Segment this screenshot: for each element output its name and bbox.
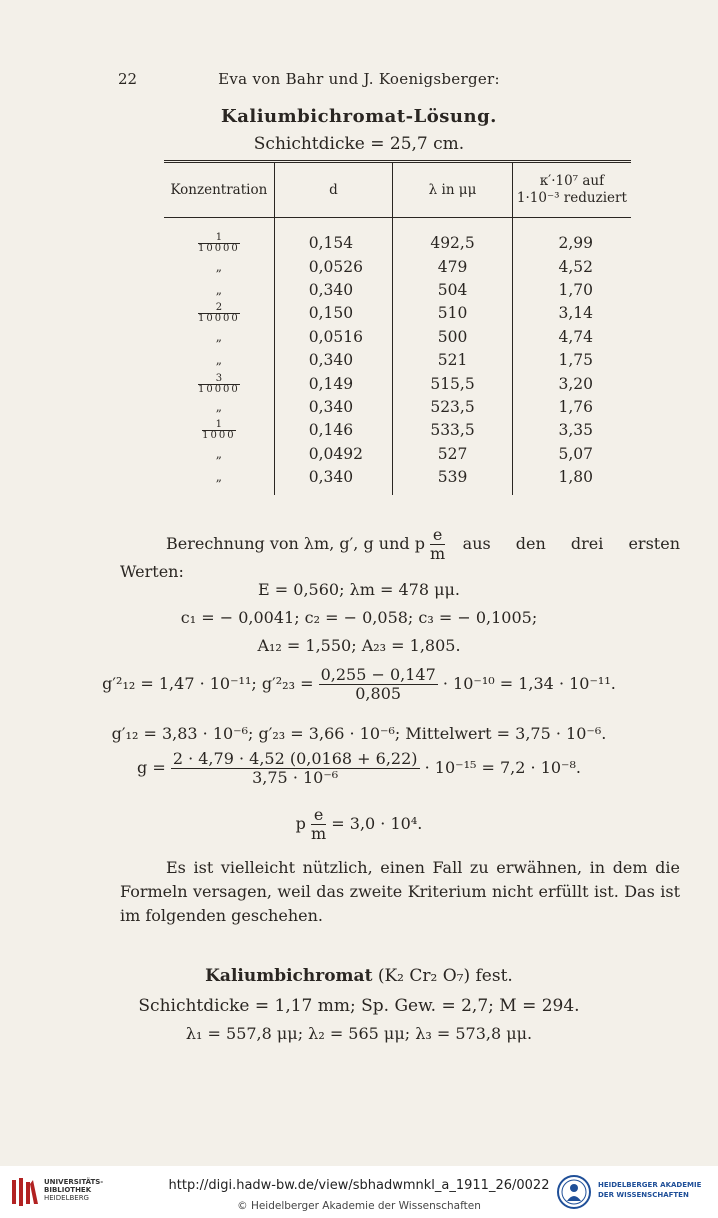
- calc-intro-b: aus den drei ersten: [462, 534, 680, 553]
- fraction-numerator: e: [430, 526, 445, 545]
- cell-lambda: 523,5: [393, 396, 513, 419]
- header-d: d: [274, 162, 392, 218]
- library-line3: HEIDELBERG: [44, 1194, 89, 1202]
- academy-name: [598, 1180, 701, 1200]
- cell-concentration: [164, 255, 274, 278]
- eq7-fraction: [311, 806, 326, 843]
- cell-d: 0,340: [274, 279, 392, 302]
- table-row: [164, 218, 631, 256]
- ditto-mark: „: [215, 259, 222, 274]
- table-row: [164, 443, 631, 466]
- cell-concentration: [164, 218, 274, 256]
- cell-kappa: 4,52: [512, 255, 631, 278]
- table-row: [164, 372, 631, 395]
- cell-d: 0,0516: [274, 326, 392, 349]
- cell-kappa: 3,35: [512, 419, 631, 442]
- concentration-numerator: 3: [198, 374, 240, 385]
- section2-line1: Schichtdicke = 1,17 mm; Sp. Gew. = 2,7; M = 294.: [138, 996, 580, 1016]
- section-subtitle: Schichtdicke = 25,7 cm.: [253, 134, 465, 154]
- calc-intro-fraction: [430, 526, 445, 563]
- cell-concentration: [164, 279, 274, 302]
- cell-concentration: [164, 349, 274, 372]
- eq7-right: = 3,0 · 10⁴.: [331, 814, 423, 833]
- cell-concentration: [164, 466, 274, 495]
- library-line1: UNIVERSITÄTS-: [44, 1178, 104, 1186]
- concentration-denominator: 10000: [197, 243, 240, 255]
- section2-title-bold: Kaliumbichromat: [205, 966, 373, 986]
- table-row: [164, 302, 631, 325]
- cell-concentration: [164, 326, 274, 349]
- cell-kappa: 3,20: [512, 372, 631, 395]
- table-header-row: [164, 162, 631, 218]
- header-concentration: Konzentration: [164, 162, 274, 218]
- header-kappa-line1: κ′·10⁷ auf: [539, 173, 605, 189]
- page-number: 22: [118, 70, 138, 88]
- eq6-right: · 10⁻¹⁵ = 7,2 · 10⁻⁸.: [424, 758, 581, 777]
- concentration-denominator: 1000: [202, 430, 236, 442]
- equation-1: E = 0,560; λm = 478 μμ.: [258, 580, 460, 599]
- cell-concentration: [164, 302, 274, 325]
- equation-7: [0, 806, 718, 843]
- concentration-denominator: 10000: [197, 383, 240, 395]
- concentration-fraction: [198, 303, 240, 324]
- equation-5: g′₁₂ = 3,83 · 10⁻⁶; g′₂₃ = 3,66 · 10⁻⁶; Mittelwert = 3,75 · 10⁻⁶.: [111, 724, 607, 743]
- cell-d: 0,149: [274, 372, 392, 395]
- cell-kappa: 1,75: [512, 349, 631, 372]
- equation-3: A₁₂ = 1,550; A₂₃ = 1,805.: [257, 636, 461, 655]
- copyright-notice: © Heidelberger Akademie der Wissenschaften: [237, 1200, 481, 1212]
- cell-lambda: 500: [393, 326, 513, 349]
- cell-kappa: 1,80: [512, 466, 631, 495]
- cell-d: 0,154: [274, 218, 392, 256]
- library-line2: BIBLIOTHEK: [44, 1186, 92, 1194]
- eq4-denominator: 0,805: [355, 684, 402, 703]
- concentration-numerator: 2: [198, 303, 240, 314]
- eq4-right: · 10⁻¹⁰ = 1,34 · 10⁻¹¹.: [442, 674, 616, 693]
- concentration-fraction: [198, 374, 240, 395]
- calc-intro-a: Berechnung von λm, g′, g und p: [166, 534, 425, 553]
- section-title: Kaliumbichromat-Lösung.: [221, 106, 497, 127]
- table-row: [164, 326, 631, 349]
- data-table: [164, 160, 631, 495]
- cell-d: 0,0526: [274, 255, 392, 278]
- eq4-numerator: 0,255 − 0,147: [320, 665, 436, 684]
- concentration-numerator: 1: [198, 233, 240, 244]
- cell-concentration: [164, 443, 274, 466]
- ditto-mark: „: [215, 282, 222, 297]
- header-kappa-line2: 1·10⁻³ reduziert: [516, 190, 627, 206]
- academy-line1: HEIDELBERGER AKADEMIE: [598, 1181, 702, 1189]
- table-row: [164, 255, 631, 278]
- cell-d: 0,146: [274, 419, 392, 442]
- cell-d: 0,340: [274, 349, 392, 372]
- calc-intro-line: [166, 526, 680, 563]
- table-row: [164, 466, 631, 495]
- eq6-denominator: 3,75 · 10⁻⁶: [252, 768, 339, 787]
- ditto-mark: „: [215, 329, 222, 344]
- cell-lambda: 515,5: [393, 372, 513, 395]
- eq7-left: p: [295, 814, 306, 833]
- cell-kappa: 5,07: [512, 443, 631, 466]
- cell-lambda: 504: [393, 279, 513, 302]
- fraction-denominator: m: [430, 544, 446, 563]
- cell-concentration: [164, 396, 274, 419]
- concentration-fraction: [202, 420, 235, 441]
- section2-title: [0, 966, 718, 986]
- cell-kappa: 2,99: [512, 218, 631, 256]
- academy-line2: DER WISSENSCHAFTEN: [598, 1191, 689, 1199]
- eq7-denominator: m: [311, 824, 327, 843]
- cell-kappa: 4,74: [512, 326, 631, 349]
- document-url-link[interactable]: http://digi.hadw-bw.de/view/sbhadwmnkl_a_1911_26/0022: [168, 1178, 550, 1193]
- cell-lambda: 533,5: [393, 419, 513, 442]
- concentration-fraction: [198, 233, 240, 254]
- table-row: [164, 419, 631, 442]
- cell-lambda: 527: [393, 443, 513, 466]
- eq7-numerator: e: [311, 806, 326, 825]
- header-kappa: [512, 162, 631, 218]
- eq4-fraction: [319, 666, 438, 703]
- equation-4: [0, 666, 718, 703]
- cell-concentration: [164, 419, 274, 442]
- cell-concentration: [164, 372, 274, 395]
- table-row: [164, 349, 631, 372]
- cell-d: 0,340: [274, 396, 392, 419]
- cell-lambda: 479: [393, 255, 513, 278]
- eq4-left: g′²₁₂ = 1,47 · 10⁻¹¹; g′²₂₃ =: [102, 674, 314, 693]
- cell-lambda: 521: [393, 349, 513, 372]
- cell-kappa: 1,76: [512, 396, 631, 419]
- academy-seal-icon: [556, 1174, 592, 1210]
- cell-lambda: 492,5: [393, 218, 513, 256]
- equation-2: c₁ = − 0,0041; c₂ = − 0,058; c₃ = − 0,1005;: [180, 608, 538, 627]
- ditto-mark: „: [215, 399, 222, 414]
- cell-d: 0,150: [274, 302, 392, 325]
- table-row: [164, 396, 631, 419]
- cell-kappa: 3,14: [512, 302, 631, 325]
- equation-6: [0, 750, 718, 787]
- table-row: [164, 279, 631, 302]
- body-paragraph: Es ist vielleicht nützlich, einen Fall zu erwähnen, in dem die Formeln versagen, weil das zweite Kriterium nicht erfüllt ist. Das ist im folgenden geschehen.: [120, 858, 680, 925]
- concentration-numerator: 1: [202, 420, 235, 431]
- concentration-denominator: 10000: [197, 313, 240, 325]
- cell-lambda: 510: [393, 302, 513, 325]
- eq6-left: g =: [136, 758, 166, 777]
- cell-lambda: 539: [393, 466, 513, 495]
- cell-d: 0,0492: [274, 443, 392, 466]
- section2-title-rest: (K₂ Cr₂ O₇) fest.: [372, 966, 513, 986]
- header-authors: Eva von Bahr und J. Koenigsberger:: [218, 70, 500, 88]
- cell-kappa: 1,70: [512, 279, 631, 302]
- table-body: [164, 218, 631, 496]
- cell-d: 0,340: [274, 466, 392, 495]
- section2-line2: λ₁ = 557,8 μμ; λ₂ = 565 μμ; λ₃ = 573,8 μμ.: [185, 1024, 533, 1043]
- calc-intro-c: Werten:: [120, 562, 184, 581]
- footer-bar: [0, 1166, 718, 1218]
- eq6-fraction: [171, 750, 420, 787]
- ditto-mark: „: [215, 446, 222, 461]
- ditto-mark: „: [215, 470, 222, 485]
- running-header: [0, 70, 718, 94]
- ditto-mark: „: [215, 353, 222, 368]
- eq6-numerator: 2 · 4,79 · 4,52 (0,0168 + 6,22): [172, 749, 418, 768]
- header-lambda: λ in μμ: [393, 162, 513, 218]
